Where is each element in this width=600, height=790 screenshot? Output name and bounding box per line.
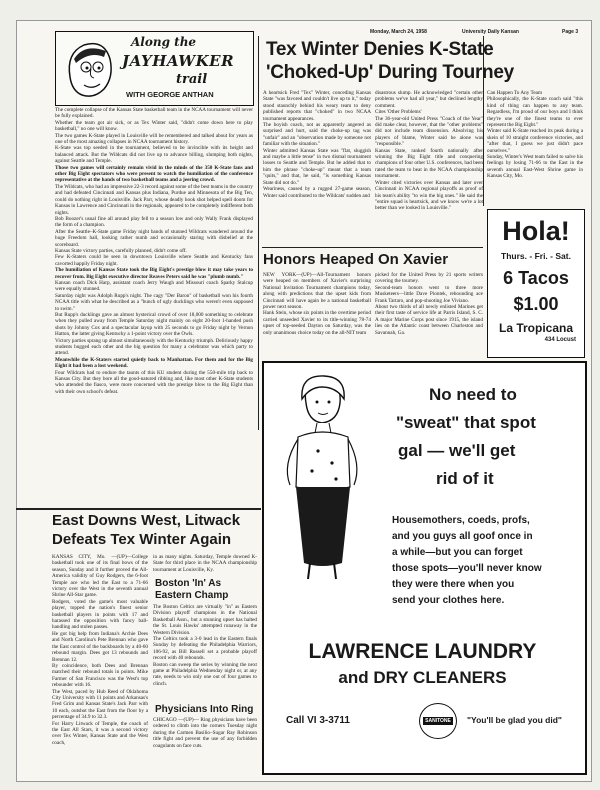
laundry-headline-2: "sweat" that spot (396, 413, 536, 432)
laundry-ad (262, 361, 587, 775)
laundry-phone: Call VI 3-3711 (286, 715, 350, 726)
xavier-story-col2: picked for the United Press by 21 sports writers covering the tourney. Second-team honors went to three more Musketeers—little Dave Piontek, rebounding ace Frank Tartaro, and pop-shooting Joe Viviano. About two thirds of all newly enlisted Marines get their first taste of service life at Parris Island, S. C. A major Marine Corps post since 1915, the island lies on the Atlantic coast between Charleston and Savannah, Ga. (375, 272, 483, 336)
sanitone-badge (419, 703, 457, 739)
paragraph: Few K-Staters could be seen in downtown Louisville where Seattle and Kentucky fans cavorted happily Friday night. (55, 254, 253, 267)
divider-line (262, 247, 483, 248)
paragraph: Meanwhile the K-Staters started quietly back to Manhattan. For them and for the Big Eight it had been a lost weekend. (55, 356, 253, 370)
ad-offer: 6 Tacos (503, 268, 569, 288)
paragraph: Whether the team got air sick, or as Tex Winter said, "didn't come down here to play basketball," no one will know. (55, 119, 253, 133)
laundry-body-6: send your clothes here. (392, 595, 505, 606)
east-headline-1: East Downs West, Litwack (52, 512, 241, 529)
paragraph: Four Wildcats had to endure the taunts of this KU student during the 550-mile trip back to Kansas City. But they bore all the good-natured ribbing and, like most other K-State students who attended the fiasco, were more concerned with the prestige blow to the Big Eight than with their own school's defeat. (55, 369, 253, 395)
left-column-article (55, 107, 253, 395)
laundry-company-name: LAWRENCE LAUNDRY (308, 640, 537, 663)
tex-headline-2: 'Choked-Up' During Tourney (266, 62, 514, 83)
column-byline: WITH GEORGE ANTHAN (126, 90, 214, 99)
xavier-story-col1: NEW YORK—(UP)—All-Tournament honors were heaped on members of Xavier's surprising National Invitation Tournament champions today, along with predictions that the upset kids from Cincinnati will have again be a national basketball power next season. Hank Stein, whose six points in the overtime period carried unseeded Xavier to its title-winning 78-74 upset of top-seeded Dayton on Saturday, was the only unanimous choice today on the all-NIT team (263, 272, 371, 336)
boston-headline-2: Eastern Champ (155, 590, 229, 601)
laundry-body-1: Housemothers, coeds, profs, (392, 515, 530, 526)
paragraph: Bob Boozer's usual fine all around play fell to a season low and only Wally Frank displayed the form of a champion. (55, 215, 253, 229)
east-story-col2: in as many nights. Saturday, Temple downed K-State for third place in the NCAA championship tournament at Louisville, Ky. (153, 554, 257, 573)
laundry-headline-4: rid of it (436, 469, 494, 488)
masthead-page: Page 3 (562, 29, 579, 35)
paragraph: The Wildcats, who had an impressive 22-3 record against some of the best teams in the country and had defeated Cincinnati and Kansas plus Indiana, Purdue and Minnesota of the Big Ten, could do nothing right in Louisville. Jack Parr, whose deadly hook shot helped spell doom for Kansas in Lawrence and Cincinnati in the regionals, appeared to be completely indifferent both nights. (55, 183, 253, 216)
sanitone-label: SANITONE (425, 718, 451, 724)
laundry-headline-3: gal — we'll get (398, 441, 516, 460)
paragraph: Those two games will certainly remain vivid in the minds of the 350 K-State fans and other Big Eight spectators who were present to watch the humiliation of the conference representative at the hands of two basketball teams and a jeering crowd. (55, 164, 253, 184)
tex-headline-1: Tex Winter Denies K-State (266, 39, 494, 60)
paragraph: But Rupp's ducklings gave an almost hysterical crowd of over 18,000 something to celebrate when they pulled away from Temple Saturday night mainly on eight 20-foot 1-handed push shots by Johnny Cox and a spectacular layup with 25 seconds to go Friday night by Vernon Hatton, the latter giving Kentucky a 1-point victory over the Owls. (55, 312, 253, 338)
laundry-body-5: they were there when you (392, 579, 515, 590)
ad-hola: Hola! (502, 216, 570, 246)
tex-story-col1: A heartsick Fred "Tex" Winter, conceding Kansas State "was favored and couldn't live up to it," today stood staunchly behind his weary team to deny published reports that "choked" in two NCAA tournament appearances. The boyish coach, not as apparently angered as surprised and hurt, said the choke-up tag was "unfair" and an "observation made by someone not familiar with the situation." Winter admitted Kansas State was "flat, sluggish and maybe a little tense" in two dismal tournament losses to Seattle and Temple. But he added that to him the phrase "choke-up" meant that a team "quits," and that, he said, "is something Kansas State did not do." Weariness, caused by a rugged 27-game season, Winter said contributed to the Wildcats' sudden and (263, 90, 371, 199)
ad-days: Thurs. - Fri. - Sat. (501, 251, 571, 261)
paragraph: The two games K-State played in Louisville will be remembered and talked about for years as one of the most amazing collapses in NCAA tournament history. (55, 132, 253, 146)
ad-price: $1.00 (513, 294, 559, 314)
paragraph: K-State was top seeded in the tournament, believed to be invincible with its height and balanced attack. But the Wildcats did not live up to advance billing, slumping both nights, against Seattle and Temple. (55, 145, 253, 165)
column-header-trail: trail (176, 72, 208, 87)
paragraph: Kansan coach Dick Harp, assistant coach Jerry Waugh and Missouri coach Sparky Stalcup were equally stunned. (55, 279, 253, 293)
ad-address: 434 Locust (544, 337, 576, 343)
paragraph: Kansas State victory parties, carefully planned, didn't come off. (55, 247, 187, 254)
tropicana-ad (487, 209, 585, 358)
caricature-illustration (60, 33, 120, 103)
laundry-tagline: "You'll be glad you did" (467, 715, 562, 725)
paragraph: The humiliation of Kansas State took the Big Eight's prestige blow it may take years to recover from. Big Eight executive director Reaves Peters said he was "plumb numb." (55, 267, 253, 280)
paragraph: Saturday night was Adolph Rupp's night. The cagy "Der Baron" of basketball won his fourth NCAA title with what he described as a "bunch of ugly ducklings who weren't even supposed to swim." (55, 292, 253, 312)
laundry-body-2: and you guys all goof once in (392, 531, 533, 542)
paragraph: Victory parties sprang up almost simultaneously with the Kentucky triumph. Deliriously happy students hugged each other and the big question for many a celebrator was which party to attend. (55, 337, 253, 357)
boston-story: The Boston Celtics are virtually "in" as Eastern Division playoff champions in the National Basketball Assn., but a stunning upset has halted the St. Louis Hawks' attempted runaway in the Western Division. The Celtics took a 3-0 lead in the Eastern finals Sunday by defeating the Philadelphia Warriors, 106-92, as Bill Russell set a probable playoff record with 40 rebounds. Boston can sweep the series by winning the next game at Philadelphia Wednesday night or, at any rate, needs to win only one out of four games to clinch. (153, 604, 257, 687)
physicians-story: CHICAGO —(UP)— Ring physicians have been ordered to climb into the corners Tuesday night during the Carmen Basilio–Sugar Ray Robinson title fight and prevent the use of any forbidden coagulants on face cuts. (153, 717, 257, 749)
tex-story-col2: disastrous slump. He acknowledged "certain other problems we've had all year," but declined lengthy comment. Cites 'Other Problems' The 36-year-old United Press "Coach of the Year" did make clear, however, that the "other problems" did not include team dissension. Absolving his players of blame, Winter said he alone was "responsible." Kansas State, ranked fourth nationally after winning the Big Eight title and conquering champions of four other U.S. conferences, had been rated the team to beat in the NCAA championship tournament. Winter cited victories over Kansas and later over Cincinnati in NCAA regional playoffs as proof of his team's ability "to win the big ones." He said the "entire squad is heartsick, and we know we're a lot better than we looked in Louisville." (375, 90, 483, 212)
laundry-headline-1: No need to (429, 385, 517, 404)
column-header-along: Along the (131, 35, 197, 49)
east-story-col1: KANSAS CITY, Mo. —(UP)—College basketball took one of its final bows of the season, Sunday and it further proved the All-America validity of Guy Rodgers, the 6-foot Temple ace who led the East to a 71-66 victory over the West in the seventh annual Shrine All-Star game. Rodgers, voted the game's most valuable player, topped the nation's finest senior basketball players in points with 17 and harassed the opposition with fancy ball-handling and stolen passes. He got big help from Indiana's Archie Dees and North Carolina's Pete Brennan who gave the East control of the backboards by a 40-60 rebound margin. Dees got 13 rebounds and Brennan 12. By coincidence, both Dees and Brennan matched their rebound totals in points. Mike Farmer of San Francisco was the West's top rebounder with 16. The West, paced by Hub Reed of Oklahoma City University with 11 points and Arkansas's Fred Grim and Kansas State's Jack Parr with 10 each, outshot the East from the floor by a percentage of 34.9 to 32.3. For Harry Litwack of Temple, the coach of the East All Stars, it was a second victory over Tex Winter, Kansas State and the West coach, (52, 554, 148, 746)
woman-illustration (266, 375, 374, 583)
column-rule (258, 36, 259, 430)
column-header-jayhawker: JAYHAWKER (122, 52, 235, 70)
divider-line (16, 508, 261, 510)
xavier-headline: Honors Heaped On Xavier (263, 251, 449, 268)
masthead-paper: University Daily Kansan (462, 29, 519, 35)
laundry-body-4: those spots—you'll never know (392, 563, 542, 574)
laundry-company-sub: and DRY CLEANERS (338, 668, 507, 687)
column-header-box (55, 31, 254, 106)
paragraph: After the Seattle–K-State game Friday night bands of stunned Wildcats wandered around the huge Freedom hall, looking rather numb and occasionally staring with disbelief at the scoreboard. (55, 228, 253, 248)
east-headline-2: Defeats Tex Winter Again (52, 531, 232, 548)
boston-headline-1: Boston 'In' As (155, 578, 222, 589)
masthead-date: Monday, March 24, 1958 (370, 29, 427, 35)
tex-story-col3: Can Happen To Any Team Philosophically, the K-State coach said "this kind of thing can happen to any team. Regardless, I'm proud of our boys and I think they're one of the finest teams to ever represent the Big Eight." Winter said K-State reached its peak during a skein of 10 straight conference victories, and "after that, I guess we just didn't pace ourselves." Sunday, Winter's West team failed to salve his feelings by losing 71-66 to the East in the seventh annual East-West Shrine game in Kansas City, Mo. (487, 90, 583, 180)
physicians-headline: Physicians Into Ring (155, 704, 254, 715)
laundry-body-3: a while—but you can forget (392, 547, 523, 558)
paragraph: The complete collapse of the Kansas State basketball team in the NCAA tournament will never be fully explained. (55, 107, 253, 120)
ad-name: La Tropicana (498, 321, 574, 335)
